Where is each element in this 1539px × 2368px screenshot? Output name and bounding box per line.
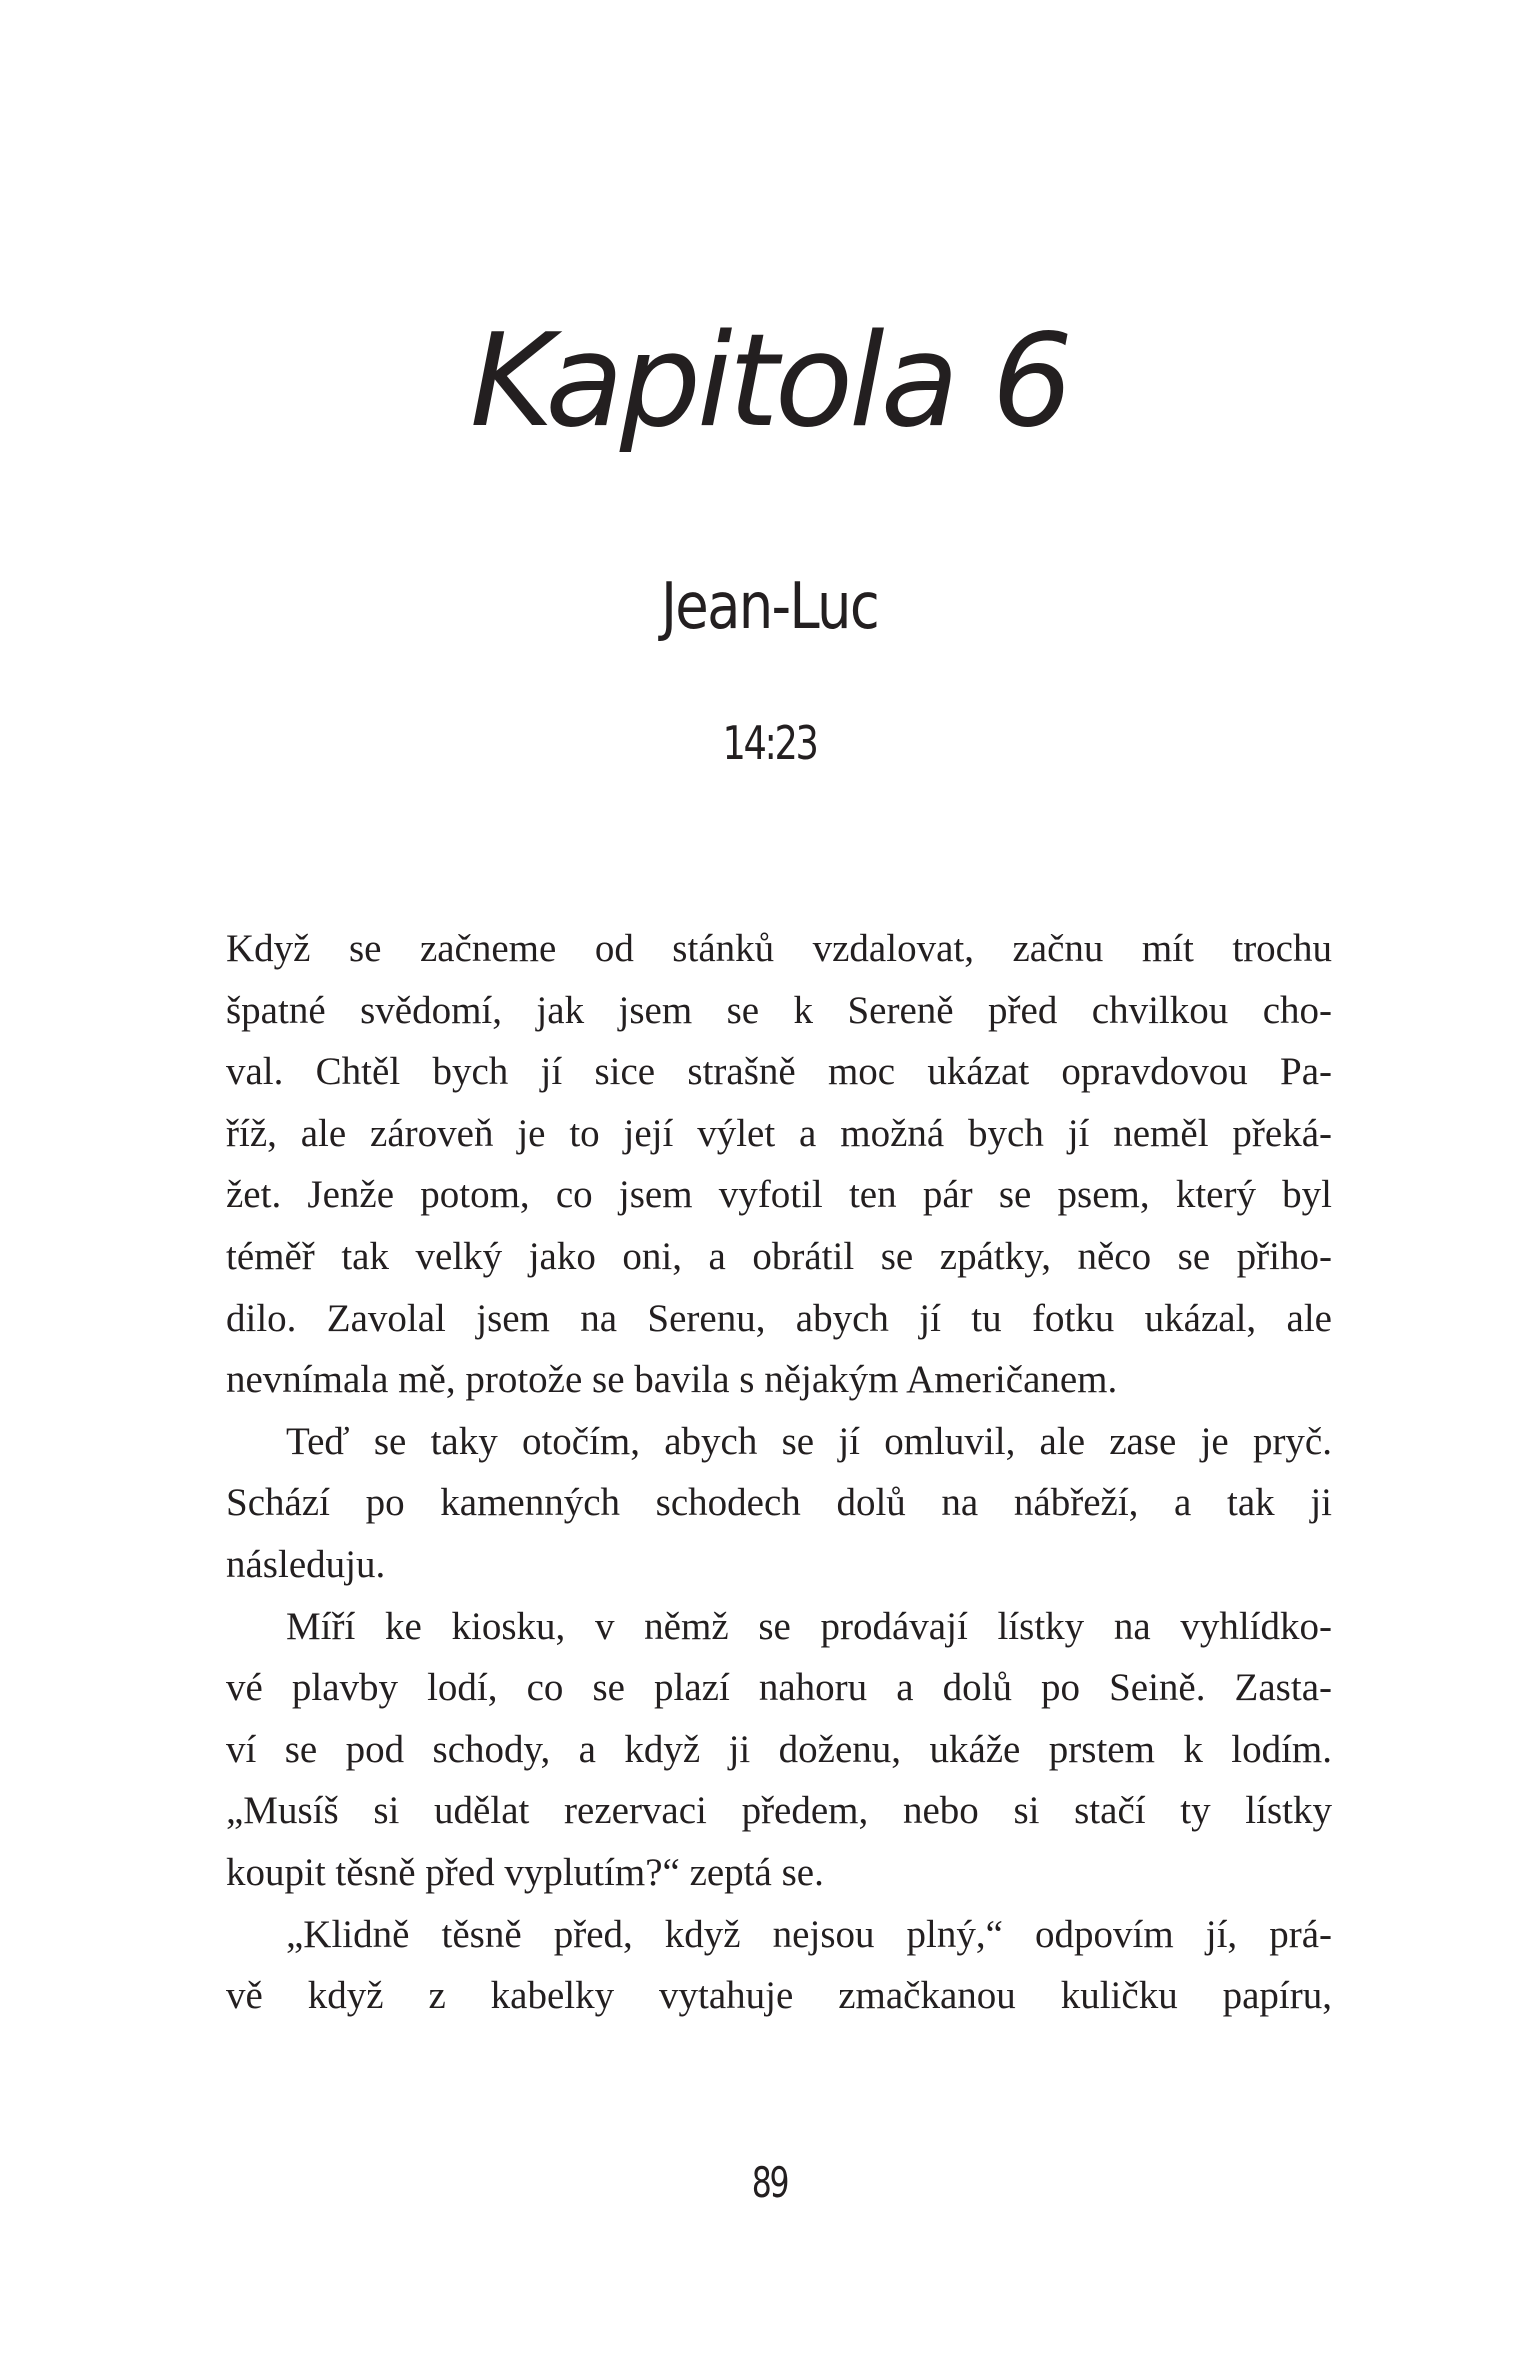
text-line: dilo. Zavolal jsem na Serenu, abych jí tu fotku ukázal, ale: [226, 1296, 1332, 1340]
text-line: vě když z kabelky vytahuje zmačkanou kuličku papíru,: [226, 1974, 1332, 2018]
text-line: nevnímala mě, protože se bavila s nějakým Američanem.: [226, 1358, 1118, 1402]
text-line: Schází po kamenných schodech dolů na nábřeží, a tak ji: [226, 1481, 1332, 1525]
text-line: následuju.: [226, 1542, 386, 1586]
text-line: Teď se taky otočím, abych se jí omluvil, ale zase je pryč.: [286, 1419, 1332, 1463]
text-line: koupit těsně před vyplutím?“ zeptá se.: [226, 1850, 824, 1894]
text-line: Když se začneme od stánků vzdalovat, začnu mít trochu: [226, 927, 1332, 970]
text-line: vé plavby lodí, co se plazí nahoru a dolů po Seině. Zasta-: [226, 1666, 1332, 1710]
text-line: ví se pod schody, a když ji doženu, ukáže prstem k lodím.: [226, 1727, 1332, 1771]
chapter-title: Kapitola 6: [469, 307, 1070, 456]
text-line: „Musíš si udělat rezervaci předem, nebo si stačí ty lístky: [226, 1789, 1332, 1833]
page-number: 89: [751, 2158, 788, 2207]
text-line: „Klidně těsně před, když nejsou plný,“ odpovím jí, prá-: [286, 1912, 1332, 1956]
character-name: Jean-Luc: [660, 570, 879, 644]
text-line: říž, ale zároveň je to její výlet a možná bych jí neměl překá-: [226, 1111, 1332, 1155]
timestamp: 14:23: [722, 716, 817, 770]
body-text: [226, 918, 1332, 2027]
text-line: val. Chtěl bych jí sice strašně moc ukázat opravdovou Pa-: [226, 1050, 1332, 1094]
text-line: žet. Jenže potom, co jsem vyfotil ten pár se psem, který byl: [226, 1173, 1332, 1217]
text-line: Míří ke kiosku, v němž se prodávají lístky na vyhlídko-: [286, 1604, 1332, 1648]
text-line: téměř tak velký jako oni, a obrátil se zpátky, něco se přiho-: [226, 1234, 1332, 1278]
text-line: špatné svědomí, jak jsem se k Sereně před chvilkou cho-: [226, 988, 1332, 1032]
